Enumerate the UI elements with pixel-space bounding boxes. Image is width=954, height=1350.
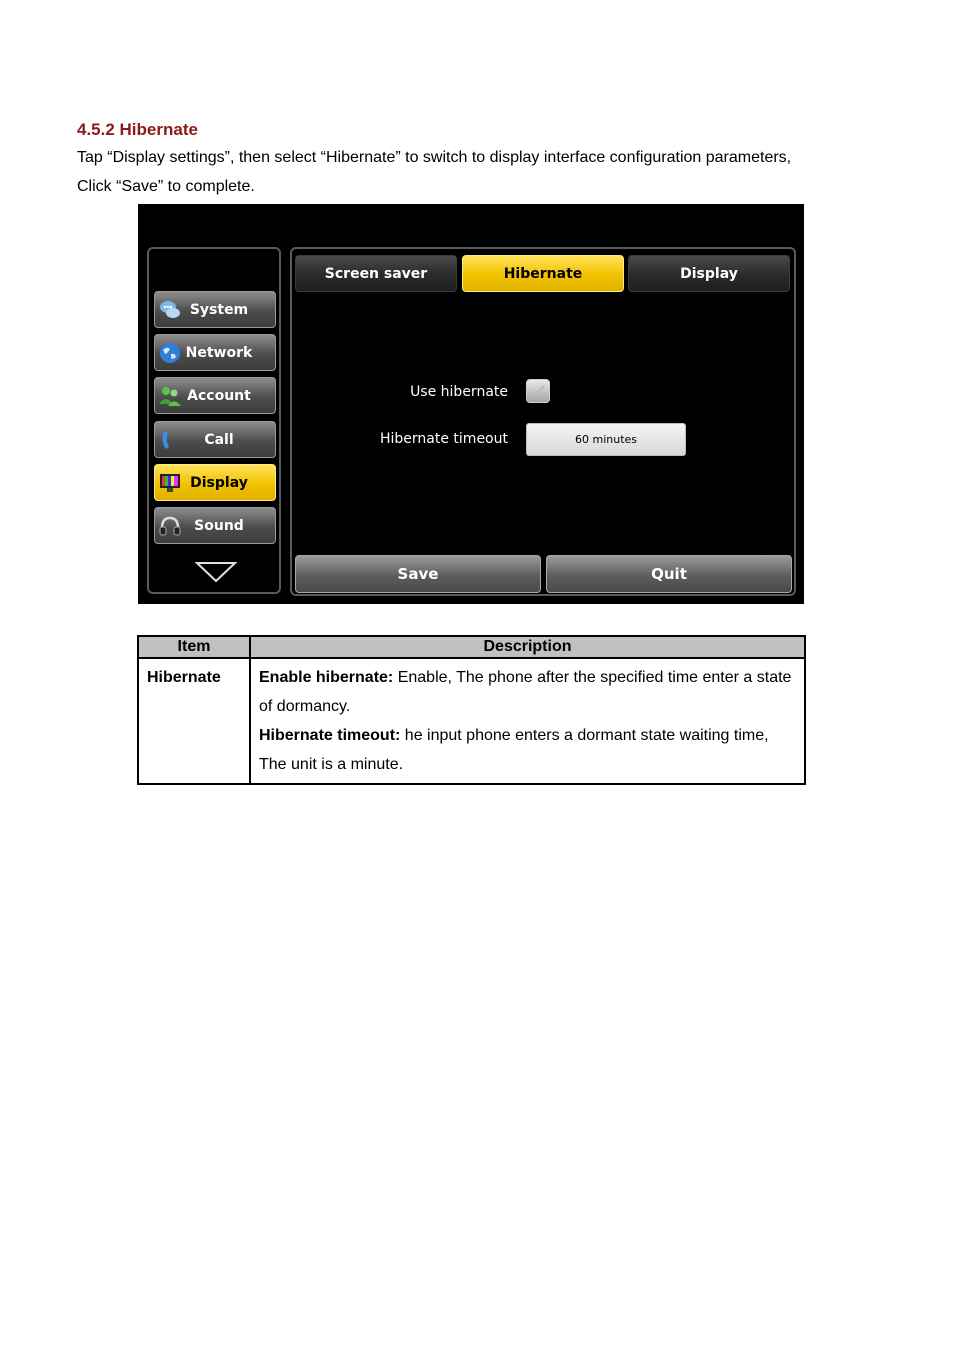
tab-hibernate[interactable]: Hibernate: [462, 255, 624, 292]
hibernate-timeout-label: Hibernate timeout: [380, 431, 508, 447]
table-header-description: Description: [250, 636, 805, 658]
use-hibernate-checkbox[interactable]: [526, 379, 550, 403]
sidebar-item-label: Account: [187, 387, 251, 404]
save-button[interactable]: Save: [295, 555, 541, 593]
table-header-row: [138, 636, 805, 658]
intro-text-line-2: Click “Save” to complete.: [77, 178, 255, 195]
sidebar-item-label: System: [189, 301, 249, 318]
sidebar-item-network[interactable]: [154, 334, 276, 371]
sidebar-item-label: Call: [204, 431, 234, 448]
tab-screen-saver[interactable]: Screen saver: [295, 255, 457, 292]
table-cell-item: Hibernate: [138, 658, 250, 784]
sidebar-item-label: Display: [190, 474, 248, 491]
use-hibernate-label: Use hibernate: [410, 384, 508, 400]
intro-text-line-1: Tap “Display settings”, then select “Hibernate” to switch to display interface configuration parameters,: [77, 149, 792, 166]
sidebar-item-label: Sound: [194, 517, 244, 534]
device-screenshot: [138, 204, 804, 604]
sidebar-item-system[interactable]: [154, 291, 276, 328]
section-heading: 4.5.2 Hibernate: [77, 120, 198, 139]
table-row: [138, 658, 805, 784]
hibernate-timeout-field[interactable]: 60 minutes: [526, 423, 686, 456]
tab-display[interactable]: Display: [628, 255, 790, 292]
settings-sidebar: [147, 247, 281, 594]
chat-bubbles-icon: [157, 297, 183, 323]
headphones-icon: [157, 513, 183, 539]
checkmark-icon: [530, 384, 546, 398]
users-icon: [157, 383, 183, 409]
globe-icon: [157, 340, 183, 366]
parameter-table: [137, 635, 806, 785]
hibernate-settings-panel: [290, 247, 796, 596]
description-enable-hibernate: Enable hibernate: Enable, The phone after the specified time enter a state of dormancy.: [259, 669, 792, 715]
sidebar-item-account[interactable]: [154, 377, 276, 414]
table-header-item: Item: [138, 636, 250, 658]
scroll-down-arrow-icon[interactable]: [195, 561, 237, 583]
description-hibernate-timeout: Hibernate timeout: he input phone enters a dormant state waiting time, The unit is a minute.: [259, 727, 769, 773]
sidebar-item-label: Network: [185, 344, 253, 361]
sidebar-item-sound[interactable]: [154, 507, 276, 544]
table-cell-description: [250, 658, 805, 784]
monitor-icon: [157, 470, 183, 496]
phone-handset-icon: [157, 427, 183, 453]
sidebar-item-display[interactable]: [154, 464, 276, 501]
quit-button[interactable]: Quit: [546, 555, 792, 593]
sidebar-item-call[interactable]: [154, 421, 276, 458]
